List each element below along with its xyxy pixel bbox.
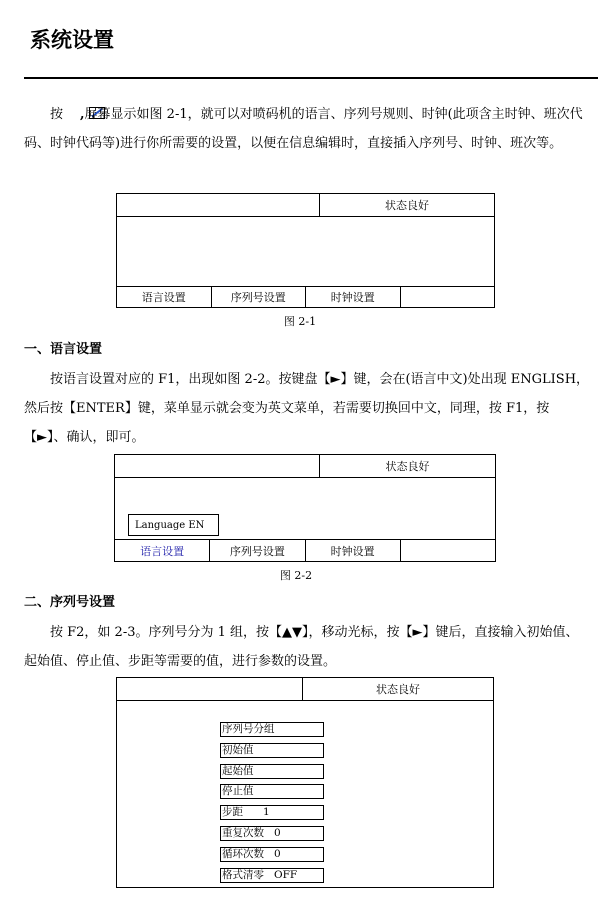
serial-field-initial[interactable]: 初始值 xyxy=(220,743,324,758)
intro-text: 屏幕显示如图 2-1，就可以对喷码机的语言、序列号规则、时钟(此项含主时钟、班次代码、时钟代码等)进行你所需要的设置，以便在信息编辑时，直接插入序列号、时钟、班次等。 xyxy=(24,107,583,151)
serial-field-step[interactable]: 步距 1 xyxy=(220,805,324,820)
serial-field-format-reset[interactable]: 格式清零 OFF xyxy=(220,868,324,883)
menu-serial[interactable]: 序列号设置 xyxy=(212,287,307,307)
serial-field-start[interactable]: 起始值 xyxy=(220,764,324,779)
menu-clock[interactable]: 时钟设置 xyxy=(306,540,401,561)
menu-clock[interactable]: 时钟设置 xyxy=(306,287,401,307)
menu-language[interactable]: 语言设置 xyxy=(115,540,210,561)
serial-field-cycle[interactable]: 循环次数 0 xyxy=(220,847,324,862)
intro-paragraph xyxy=(24,100,590,158)
status-label: 状态良好 xyxy=(319,194,494,216)
page-title: 系统设置 xyxy=(30,28,114,52)
status-label: 状态良好 xyxy=(319,455,495,477)
status-label: 状态良好 xyxy=(302,678,493,700)
function-key-menu xyxy=(117,286,494,307)
intro-pre: 按 xyxy=(50,107,64,122)
screen-figure-3 xyxy=(116,677,494,888)
screen-figure-2 xyxy=(114,454,496,562)
figure-caption-2: 图 2-2 xyxy=(279,569,313,582)
screen-status-bar xyxy=(117,194,494,217)
screen-status-bar xyxy=(115,455,495,478)
language-option-box[interactable]: Language EN xyxy=(128,514,219,536)
serial-field-group[interactable]: 序列号分组 xyxy=(220,722,324,737)
figure-caption-1: 图 2-1 xyxy=(283,315,317,328)
language-paragraph: 按语言设置对应的 F1，出现如图 2-2。按键盘【►】键，会在(语言中文)处出现 ENGLISH，然后按【ENTER】键，菜单显示就会变为英文菜单，若需要切换回中文，同理，按 F1，按【►】、确认，即可。 xyxy=(24,372,590,445)
serial-field-stop[interactable]: 停止值 xyxy=(220,784,324,799)
serial-paragraph: 按 F2，如 2-3。序列号分为 1 组，按【▲▼】，移动光标，按【►】键后，直接输入初始值、起始值、停止值、步距等需要的值，进行参数的设置。 xyxy=(24,625,579,669)
menu-language[interactable]: 语言设置 xyxy=(117,287,212,307)
menu-empty xyxy=(401,287,495,307)
intro-comma: , xyxy=(80,107,85,122)
function-key-menu xyxy=(115,539,495,561)
serial-field-repeat[interactable]: 重复次数 0 xyxy=(220,826,324,841)
pen-icon xyxy=(63,101,79,113)
screen-status-bar xyxy=(117,678,493,701)
menu-serial[interactable]: 序列号设置 xyxy=(210,540,305,561)
section-heading-serial: 二、序列号设置 xyxy=(24,595,116,610)
section-heading-language: 一、语言设置 xyxy=(24,342,103,357)
screen-figure-1 xyxy=(116,193,495,308)
title-divider xyxy=(24,77,598,79)
menu-empty xyxy=(401,540,495,561)
